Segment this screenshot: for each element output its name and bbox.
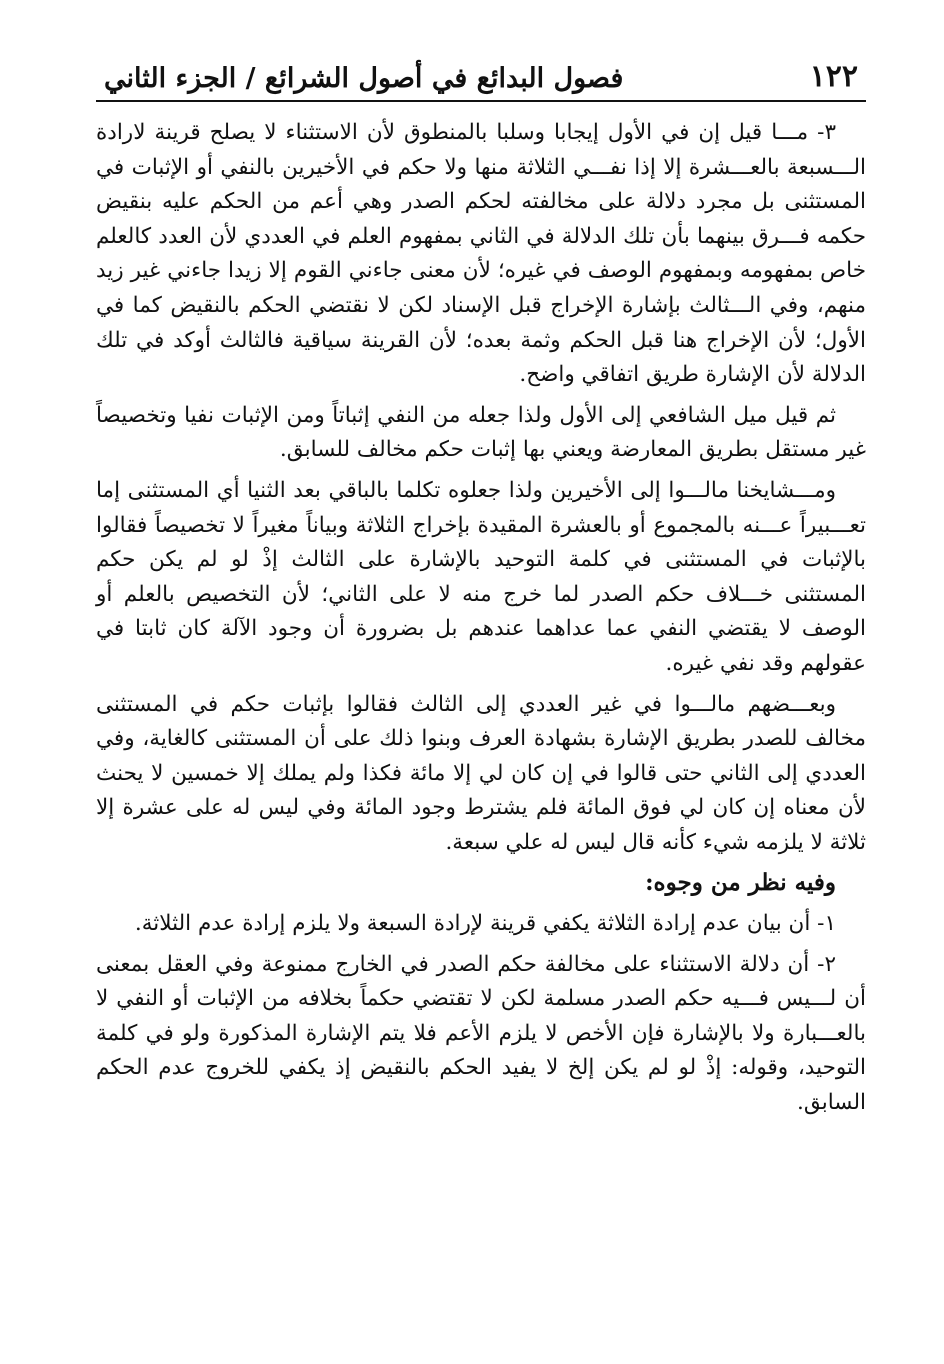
paragraph-objection-1: ١- أن بيان عدم إرادة الثلاثة يكفي قرينة لإرادة السبعة ولا يلزم إرادة عدم الثلاثة. <box>134 911 836 937</box>
paragraph-point-3: ٣- مـــا قيل إن في الأول إيجابا وسلبا بالمنطوق لأن الاستثناء لا يصلح قرينة لارادة الـــسبعة بالعـــشرة إلا إذا نفـــي الثلاثة منها ولا حكم في الأخيرين بالنفي أو الإثبات في المستثنى بل مجرد دلالة على مخالفته لحكم الصدر وهي أعم من الحكم عليه بنقيض حكمه فـــرق بينهما بأن تلك الدلالة في الثاني بمفهوم العلم في العددي لأن العدد كالعلم خاص بمفهومه وبمفهوم الوصف في غيره؛ لأن معنى جاءني القوم إلا زيدا جاءني غير زيد منهم، وفي الـــثالث بإشارة الإخراج قبل الإسناد لكن لا نقتضي الحكم بالنقيض كما في الأول؛ لأن الإخراج هنا قبل الحكم وثمة بعده؛ لأن القرينة سياقية فالثالث أوكد في تلك الدلالة لأن الإشارة طريق اتفاقي واضح. <box>96 120 866 388</box>
running-header <box>96 50 866 102</box>
paragraph-shafii-view: ثم قيل ميل الشافعي إلى الأول ولذا جعله من النفي إثباتاً ومن الإثبات نفيا وتخصيصاً غير مستقل بطريق المعارضة ويعني بها إثبات حكم مخالف للسابق. <box>96 402 866 463</box>
paragraph-our-scholars-view: ومـــشايخنا مالـــوا إلى الأخيرين ولذا جعلوه تكلما بالباقي بعد الثنيا أي المستثنى إما تعـــبيراً عـــنه بالمجموع أو بالعشرة المقيدة بإخراج الثلاثة وبياناً مغيراً لا تخصيصاً فقالوا بالإثبات في المستثنى في كلمة التوحيد بالإشارة على الثالث إذْ لو لم يكن حكم المستثنى خـــلاف حكم الصدر لما خرج منه لا على الثاني؛ لأن التخصيص بالعلم أو الوصف لا يقتضي النفي عما عداهما عندهم بل بضرورة أن وجود الآلة كان ثابتا في عقولهم وقد نفي غيره. <box>96 477 866 676</box>
document-page <box>96 50 866 1330</box>
page-number: ١٢٢ <box>809 59 858 94</box>
paragraph-objection-2: ٢- أن دلالة الاستثناء على مخالفة حكم الصدر في الخارج ممنوعة وفي العقل بمعنى أن لـــيس فـــيه حكم الصدر مسلمة لكن لا تقتضي حكماً بخلافه من الإثبات أو النفي لا بالعـــبارة ولا بالإشارة فإن الأخص لا يلزم الأعم فلا يتم الإشارة المذكورة ولو في كلمة التوحيد، وقوله: إذْ لو لم يكن إلخ لا يفيد الحكم بالنقيض إذ يكفي للخروج عدم الحكم السابق. <box>96 951 866 1116</box>
book-title: فصول البدائع في أصول الشرائع / الجزء الثاني <box>104 63 624 94</box>
paragraph-some-scholars-view: وبعـــضهم مالـــوا في غير العددي إلى الثالث فقالوا بإثبات حكم في المستثنى مخالف للصدر بطريق الإشارة بشهادة العرف وبنوا ذلك على أن المستثنى كالغاية، وفي العددي إلى الثاني حتى قالوا في إن كان لي إلا مائة فكذا ولم يملك إلا خمسين لا يحنث لأن معناه إن كان لي فوق المائة فلم يشترط وجود المائة وفي ليس له على عشرة إلا ثلاثة لا يلزمه شيء كأنه قال ليس له علي سبعة. <box>96 691 866 855</box>
paragraph-objections-heading: وفيه نظر من وجوه: <box>645 869 836 897</box>
body-text <box>96 116 866 1121</box>
